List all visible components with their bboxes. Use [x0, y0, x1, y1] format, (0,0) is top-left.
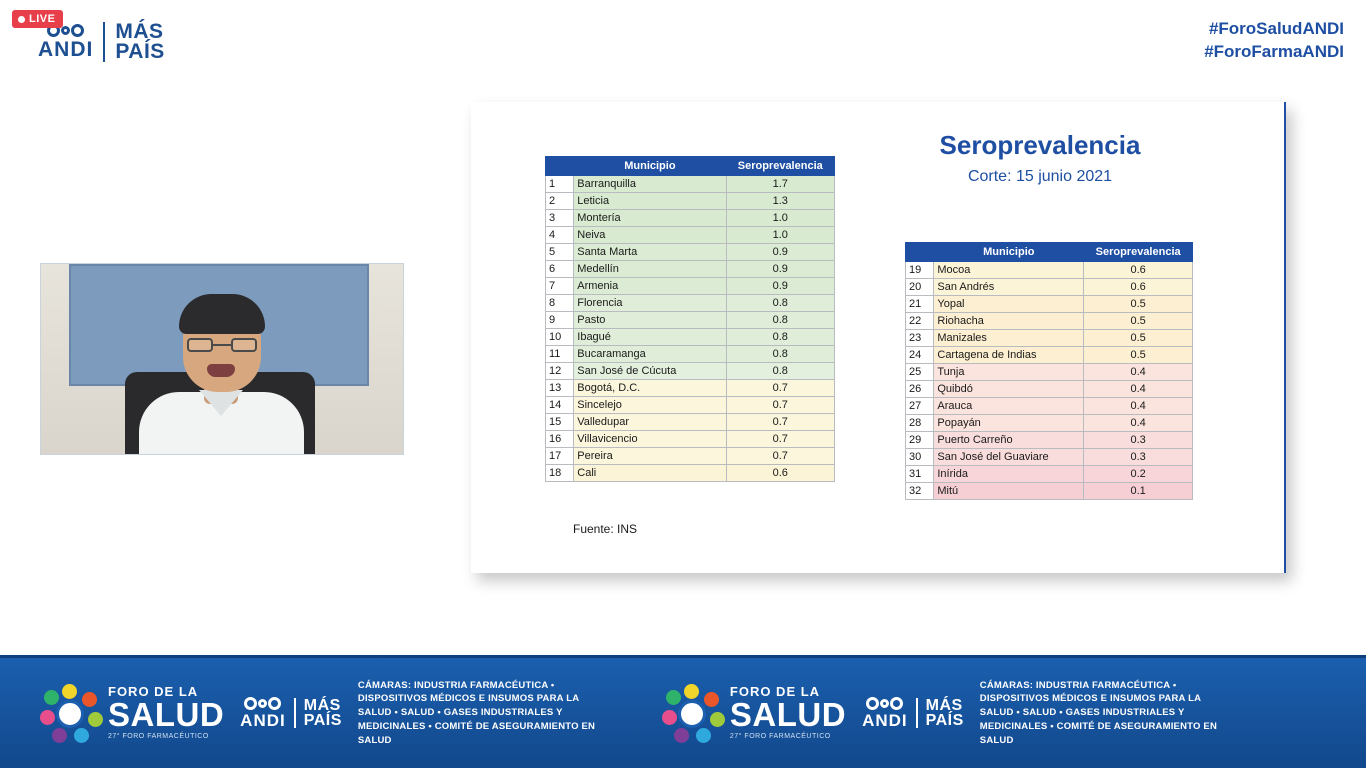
row-seroprevalencia: 0.5 [1084, 347, 1193, 364]
row-municipio: Bogotá, D.C. [574, 380, 726, 397]
foro-line3: 27° FORO FARMACÉUTICO [729, 733, 831, 741]
row-seroprevalencia: 0.3 [1084, 432, 1193, 449]
row-rank: 23 [906, 330, 934, 347]
row-rank: 22 [906, 313, 934, 330]
col-rank [906, 243, 934, 262]
table-row [906, 381, 1193, 398]
table-row [546, 329, 835, 346]
table-row [546, 295, 835, 312]
row-rank: 2 [546, 193, 574, 210]
table-header-row [906, 243, 1193, 262]
row-municipio: Barranquilla [574, 176, 726, 193]
row-seroprevalencia: 0.8 [726, 363, 835, 380]
row-municipio: Cartagena de Indias [934, 347, 1084, 364]
row-seroprevalencia: 0.5 [1084, 313, 1193, 330]
table-row [546, 448, 835, 465]
row-municipio: Inírida [934, 466, 1084, 483]
foro-line3: 27° FORO FARMACÉUTICO [108, 733, 209, 741]
andi-logo-banner-1 [240, 697, 342, 729]
table-row [546, 278, 835, 295]
row-rank: 18 [546, 465, 574, 482]
row-municipio: Cali [574, 465, 726, 482]
chambers-text-2: CÁMARAS: INDUSTRIA FARMACÉUTICA • DISPOSITIVOS MÉDICOS E INSUMOS PARA LA SALUD • SALUD • GASES INDUSTRIALES Y MEDICINALES • COMITÉ DE ASEGURAMIENTO EN SALUD [979, 679, 1218, 746]
row-seroprevalencia: 0.7 [726, 397, 835, 414]
table-row [546, 244, 835, 261]
row-seroprevalencia: 0.4 [1084, 415, 1193, 432]
speaker-video-tile[interactable] [40, 263, 404, 455]
row-rank: 12 [546, 363, 574, 380]
glasses-icon [187, 338, 257, 352]
andi-wordmark: ANDI [862, 710, 908, 730]
row-municipio: Arauca [934, 398, 1084, 415]
row-seroprevalencia: 0.4 [1084, 398, 1193, 415]
row-seroprevalencia: 0.7 [726, 448, 835, 465]
row-municipio: Valledupar [574, 414, 726, 431]
row-rank: 19 [906, 262, 934, 279]
row-municipio: Medellín [574, 261, 726, 278]
andi-mark-banner-1 [240, 697, 286, 729]
slide-title: Seroprevalencia [939, 130, 1141, 160]
row-seroprevalencia: 0.5 [1084, 330, 1193, 347]
table-row [546, 210, 835, 227]
row-rank: 10 [546, 329, 574, 346]
pais-label: PAÍS [303, 711, 342, 729]
col-municipio: Municipio [934, 243, 1084, 262]
row-seroprevalencia: 0.7 [726, 380, 835, 397]
andi-mark-banner-2 [862, 697, 908, 729]
table-row [906, 483, 1193, 500]
row-municipio: Mitú [934, 483, 1084, 500]
row-municipio: Montería [574, 210, 726, 227]
foro-line2: SALUD [729, 696, 847, 734]
foro-salud-logo-2 [636, 684, 846, 742]
table-row [906, 330, 1193, 347]
row-seroprevalencia: 0.6 [1084, 279, 1193, 296]
table-row [546, 193, 835, 210]
mas-label: MÁS [303, 696, 341, 714]
mas-label: MÁS [115, 20, 164, 44]
col-rank [546, 157, 574, 176]
hashtags [1204, 18, 1344, 64]
row-seroprevalencia: 0.7 [726, 414, 835, 431]
andi-wordmark: ANDI [240, 710, 286, 730]
seroprevalence-table-right [905, 242, 1193, 500]
pais-label: PAÍS [925, 711, 964, 729]
row-seroprevalencia: 0.8 [726, 329, 835, 346]
row-rank: 4 [546, 227, 574, 244]
row-rank: 17 [546, 448, 574, 465]
row-rank: 15 [546, 414, 574, 431]
row-rank: 24 [906, 347, 934, 364]
row-municipio: Mocoa [934, 262, 1084, 279]
speaker-hair [179, 294, 265, 334]
table-row [546, 227, 835, 244]
table-row [546, 312, 835, 329]
row-seroprevalencia: 0.5 [1084, 296, 1193, 313]
col-seroprevalencia: Seroprevalencia [1084, 243, 1193, 262]
row-municipio: Armenia [574, 278, 726, 295]
row-municipio: San Andrés [934, 279, 1084, 296]
banner-group-1 [0, 679, 622, 748]
row-municipio: Bucaramanga [574, 346, 726, 363]
row-seroprevalencia: 0.4 [1084, 381, 1193, 398]
table-row [546, 397, 835, 414]
row-seroprevalencia: 0.9 [726, 261, 835, 278]
hashtag-foro-farma: #ForoFarmaANDI [1204, 41, 1344, 61]
hashtag-foro-salud: #ForoSaludANDI [1208, 19, 1344, 38]
andi-rings-icon [244, 697, 281, 710]
table-row [906, 432, 1193, 449]
table-row [906, 449, 1193, 466]
row-seroprevalencia: 1.0 [726, 227, 835, 244]
table-row [546, 261, 835, 278]
row-municipio: Pereira [574, 448, 726, 465]
mas-label: MÁS [925, 696, 963, 714]
table-row [906, 364, 1193, 381]
row-rank: 11 [546, 346, 574, 363]
row-rank: 26 [906, 381, 934, 398]
row-municipio: Villavicencio [574, 431, 726, 448]
row-seroprevalencia: 1.3 [726, 193, 835, 210]
andi-rings-icon [866, 697, 903, 710]
andi-wordmark: ANDI [38, 38, 94, 61]
col-municipio: Municipio [574, 157, 726, 176]
row-municipio: Ibagué [574, 329, 726, 346]
foro-line2: SALUD [108, 696, 225, 734]
row-rank: 6 [546, 261, 574, 278]
row-seroprevalencia: 0.7 [726, 431, 835, 448]
row-seroprevalencia: 0.8 [726, 295, 835, 312]
row-municipio: Quibdó [934, 381, 1084, 398]
table-row [906, 262, 1193, 279]
source-note: Fuente: INS [573, 522, 638, 536]
banner-group-2 [622, 679, 1244, 748]
row-rank: 29 [906, 432, 934, 449]
table-row [546, 465, 835, 482]
row-rank: 20 [906, 279, 934, 296]
foro-salud-logo [14, 684, 224, 742]
table-row [906, 398, 1193, 415]
row-seroprevalencia: 0.8 [726, 312, 835, 329]
live-badge [12, 10, 63, 28]
row-seroprevalencia: 0.9 [726, 244, 835, 261]
row-rank: 28 [906, 415, 934, 432]
foro-line1: FORO DE LA [108, 684, 199, 700]
table-row [546, 176, 835, 193]
row-rank: 5 [546, 244, 574, 261]
row-municipio: Pasto [574, 312, 726, 329]
row-seroprevalencia: 0.4 [1084, 364, 1193, 381]
andi-logo [38, 22, 165, 62]
table-row [546, 363, 835, 380]
mas-pais-wordmark [926, 698, 964, 728]
mas-pais-wordmark [304, 698, 342, 728]
foro-circles-icon [40, 684, 102, 742]
table-row [546, 431, 835, 448]
pais-label: PAÍS [115, 40, 165, 63]
row-municipio: Popayán [934, 415, 1084, 432]
live-label: LIVE [29, 13, 56, 25]
row-seroprevalencia: 0.9 [726, 278, 835, 295]
andi-logo-banner-2 [862, 697, 964, 729]
row-municipio: Leticia [574, 193, 726, 210]
row-rank: 30 [906, 449, 934, 466]
table-header-row [546, 157, 835, 176]
speaker-mouth [207, 364, 235, 377]
logo-divider [103, 22, 105, 62]
row-rank: 13 [546, 380, 574, 397]
slide-subtitle: Corte: 15 junio 2021 [967, 168, 1113, 185]
table-row [906, 347, 1193, 364]
row-seroprevalencia: 1.7 [726, 176, 835, 193]
table-row [906, 279, 1193, 296]
row-seroprevalencia: 0.6 [726, 465, 835, 482]
row-rank: 3 [546, 210, 574, 227]
row-municipio: Sincelejo [574, 397, 726, 414]
live-dot-icon [18, 16, 25, 23]
row-municipio: Puerto Carreño [934, 432, 1084, 449]
foro-line1: FORO DE LA [729, 684, 821, 700]
row-municipio: Manizales [934, 330, 1084, 347]
table-row [546, 380, 835, 397]
row-rank: 8 [546, 295, 574, 312]
andi-mark [38, 24, 93, 60]
row-rank: 25 [906, 364, 934, 381]
row-seroprevalencia: 0.1 [1084, 483, 1193, 500]
presentation-slide [471, 102, 1286, 573]
table-row [546, 346, 835, 363]
sponsor-banner [0, 655, 1366, 768]
slide-accent-bar [1284, 102, 1286, 573]
row-seroprevalencia: 0.2 [1084, 466, 1193, 483]
row-municipio: Tunja [934, 364, 1084, 381]
row-rank: 16 [546, 431, 574, 448]
table-row [906, 415, 1193, 432]
row-seroprevalencia: 0.8 [726, 346, 835, 363]
row-seroprevalencia: 0.3 [1084, 449, 1193, 466]
foro-salud-text-2 [730, 685, 846, 740]
col-seroprevalencia: Seroprevalencia [726, 157, 835, 176]
row-municipio: Neiva [574, 227, 726, 244]
foro-salud-text [108, 685, 224, 740]
row-municipio: Florencia [574, 295, 726, 312]
row-rank: 31 [906, 466, 934, 483]
mas-pais-wordmark [115, 22, 164, 62]
logo-divider [916, 698, 918, 728]
row-rank: 27 [906, 398, 934, 415]
row-rank: 9 [546, 312, 574, 329]
row-rank: 1 [546, 176, 574, 193]
row-seroprevalencia: 1.0 [726, 210, 835, 227]
table-row [546, 414, 835, 431]
row-municipio: San José del Guaviare [934, 449, 1084, 466]
row-municipio: Riohacha [934, 313, 1084, 330]
row-municipio: Yopal [934, 296, 1084, 313]
row-rank: 32 [906, 483, 934, 500]
table-row [906, 466, 1193, 483]
logo-divider [294, 698, 296, 728]
table-row [906, 296, 1193, 313]
chambers-text-1: CÁMARAS: INDUSTRIA FARMACÉUTICA • DISPOSITIVOS MÉDICOS E INSUMOS PARA LA SALUD • SALUD • GASES INDUSTRIALES Y MEDICINALES • COMITÉ DE ASEGURAMIENTO EN SALUD [357, 679, 596, 746]
table-row [906, 313, 1193, 330]
row-rank: 7 [546, 278, 574, 295]
row-seroprevalencia: 0.6 [1084, 262, 1193, 279]
row-rank: 21 [906, 296, 934, 313]
foro-circles-icon [662, 684, 724, 742]
row-municipio: Santa Marta [574, 244, 726, 261]
row-municipio: San José de Cúcuta [574, 363, 726, 380]
row-rank: 14 [546, 397, 574, 414]
seroprevalence-table-left [545, 156, 835, 482]
